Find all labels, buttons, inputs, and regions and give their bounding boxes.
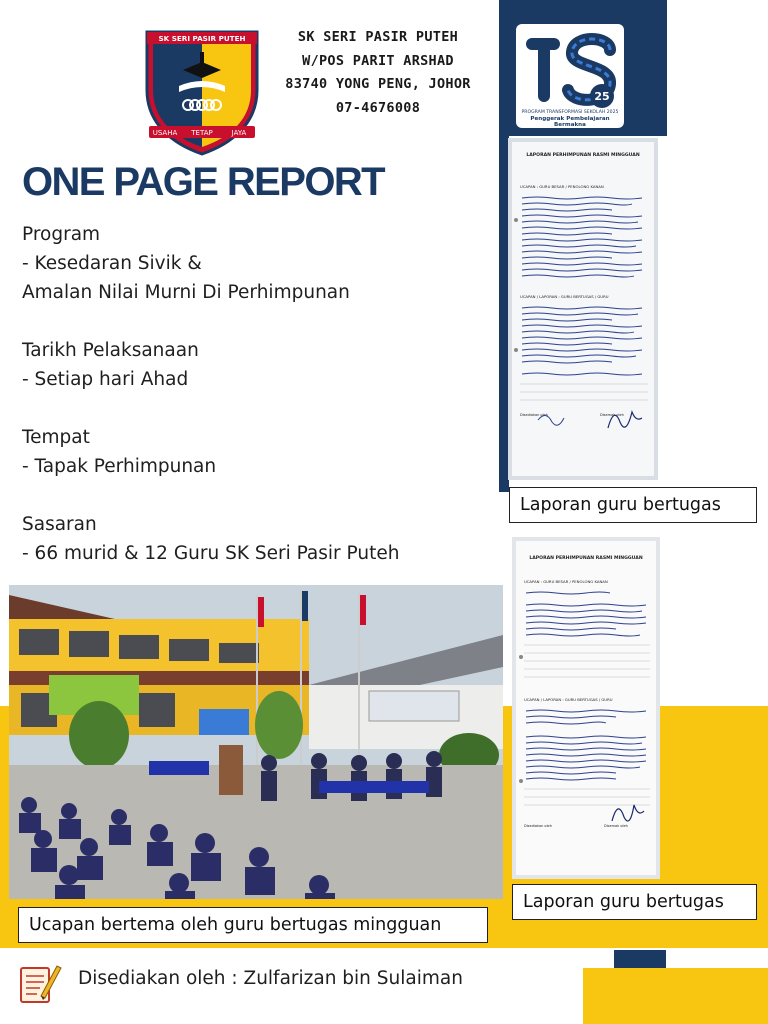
report-1-section-2: UCAPAN / LAPORAN : GURU BERTUGAS / GURU	[520, 294, 609, 299]
ts25-caption	[516, 110, 624, 128]
report-2-prepared: Disediakan oleh	[524, 824, 552, 828]
report-1-checked: Disemak oleh	[600, 413, 624, 417]
report-details	[22, 220, 492, 568]
caption-assembly: Ucapan bertema oleh guru bertugas mingguan	[18, 907, 488, 943]
school-crest-logo	[143, 28, 261, 156]
target-value: - 66 murid & 12 Guru SK Seri Pasir Puteh	[22, 543, 400, 564]
ts25-logo-graphic	[516, 24, 624, 110]
navy-footer-block	[614, 950, 666, 968]
crest-motto-1: USAHA	[152, 129, 178, 137]
place-label: Tempat	[22, 427, 90, 448]
report-1-prepared: Disediakan oleh	[520, 413, 548, 417]
program-label: Program	[22, 224, 101, 245]
report-photo-1-graphic	[508, 138, 658, 480]
page-title: ONE PAGE REPORT	[22, 160, 384, 204]
crest-motto-3: JAYA	[231, 129, 247, 137]
place-value: - Tapak Perhimpunan	[22, 456, 217, 477]
notepad-pen-icon	[15, 958, 63, 1006]
caption-report-2: Laporan guru bertugas	[512, 884, 757, 920]
target-label: Sasaran	[22, 514, 97, 535]
assembly-photo	[9, 585, 503, 899]
caption-report-1: Laporan guru bertugas	[509, 487, 757, 523]
date-label: Tarikh Pelaksanaan	[22, 340, 199, 361]
school-name: SK SERI PASIR PUTEH	[297, 29, 459, 45]
assembly-photo-graphic	[9, 585, 503, 899]
report-2-heading: LAPORAN PERHIMPUNAN RASMI MINGGUAN	[529, 556, 643, 561]
crest-motto-2: TETAP	[191, 129, 213, 137]
school-address-1: W/POS PARIT ARSHAD	[302, 52, 454, 69]
date-value: - Setiap hari Ahad	[22, 369, 189, 390]
school-phone: 07-4676008	[335, 99, 421, 116]
ts25-number: 25	[594, 90, 610, 103]
yellow-footer-block	[583, 968, 768, 1024]
school-address-2: 83740 YONG PENG, JOHOR	[285, 76, 471, 92]
report-1-section-1: UCAPAN : GURU BESAR / PENOLONG KANAN	[520, 184, 604, 189]
school-info	[262, 26, 494, 120]
report-2-section-1: UCAPAN : GURU BESAR / PENOLONG KANAN	[524, 579, 608, 584]
ts25-logo	[516, 24, 624, 128]
report-2-checked: Disemak oleh	[604, 824, 628, 828]
crest-top-text: SK SERI PASIR PUTEH	[158, 34, 246, 43]
ts25-caption-1: PROGRAM TRANSFORMASI SEKOLAH 2025	[521, 110, 619, 115]
report-photo-2-graphic	[512, 537, 660, 879]
program-line-1: - Kesedaran Sivik &	[22, 253, 202, 274]
program-line-2: Amalan Nilai Murni Di Perhimpunan	[22, 282, 350, 303]
report-photo-1	[508, 138, 658, 480]
report-2-section-2: UCAPAN / LAPORAN : GURU BERTUGAS / GURU	[524, 697, 613, 702]
report-photo-2	[512, 537, 660, 879]
prepared-by: Disediakan oleh : Zulfarizan bin Sulaiman	[78, 968, 463, 989]
report-1-heading: LAPORAN PERHIMPUNAN RASMI MINGGUAN	[526, 153, 640, 158]
ts25-caption-2: Penggerak Pembelajaran Bermakna	[530, 116, 610, 128]
